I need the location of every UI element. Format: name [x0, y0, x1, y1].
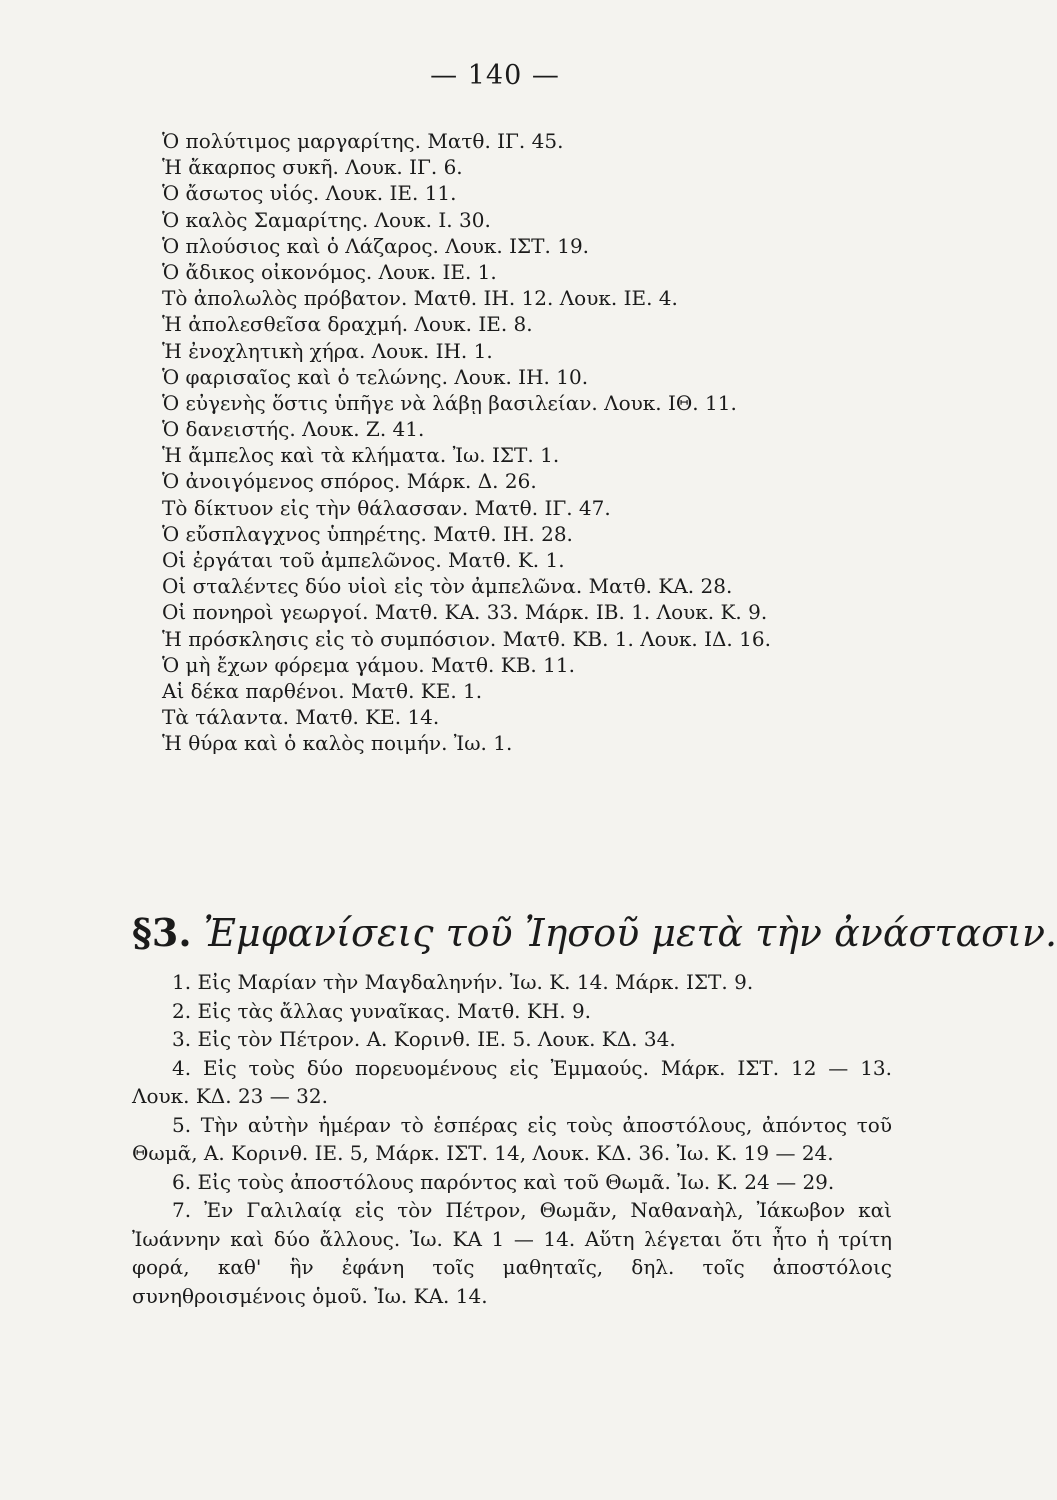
list-item: Ὁ εὐγενὴς ὅστις ὑπῆγε νὰ λάβῃ βασιλείαν. Λουκ. ΙΘ. 11.	[162, 390, 737, 415]
item-text: Εἰς τοὺς ἀποστόλους παρόντος καὶ τοῦ Θωμᾶ. Ἰω. Κ. 24 — 29.	[197, 1169, 835, 1194]
item-text: Εἰς Μαρίαν τὴν Μαγδαληνήν. Ἰω. Κ. 14. Μάρκ. ΙΣΤ. 9.	[197, 970, 754, 994]
list-item: Ἡ ἄμπελος καὶ τὰ κλήματα. Ἰω. ΙΣΤ. 1.	[162, 443, 560, 468]
list-item: Ὁ πολύτιμος μαργαρίτης. Ματθ. ΙΓ. 45.	[162, 129, 564, 153]
list-item: Ἡ θύρα καὶ ὁ καλὸς ποιμήν. Ἰω. 1.	[162, 731, 513, 756]
list-item: Ἡ πρόσκλησις εἰς τὸ συμπόσιον. Ματθ. ΚΒ. 1. Λουκ. ΙΔ. 16.	[162, 626, 771, 651]
section-title: Ἐμφανίσεις τοῦ Ἰησοῦ μετὰ τὴν ἀνάστασιν.	[203, 911, 1057, 955]
section-number: §3.	[132, 910, 192, 955]
list-item: Τὰ τάλαντα. Ματθ. ΚΕ. 14.	[162, 705, 440, 730]
list-item	[132, 997, 892, 1026]
item-text: Εἰς τὸν Πέτρον. Α. Κορινθ. ΙΕ. 5. Λουκ. ΚΔ. 34.	[197, 1027, 676, 1051]
list-item	[132, 1196, 892, 1310]
list-item: Οἱ ἐργάται τοῦ ἀμπελῶνος. Ματθ. Κ. 1.	[162, 548, 565, 572]
list-item: Αἱ δέκα παρθένοι. Ματθ. ΚΕ. 1.	[162, 678, 483, 703]
list-item: Ἡ ἀπολεσθεῖσα δραχμή. Λουκ. ΙΕ. 8.	[162, 312, 533, 337]
item-number: 4.	[172, 1055, 192, 1080]
list-item	[132, 968, 892, 997]
list-item: Ὁ φαρισαῖος καὶ ὁ τελώνης. Λουκ. ΙΗ. 10.	[162, 364, 589, 389]
section-heading	[132, 910, 1057, 955]
list-item: Τὸ δίκτυον εἰς τὴν θάλασσαν. Ματθ. ΙΓ. 47.	[162, 495, 611, 520]
item-number: 2.	[172, 998, 192, 1023]
item-text: Εἰς τὰς ἄλλας γυναῖκας. Ματθ. ΚΗ. 9.	[197, 998, 592, 1023]
list-item: Ἡ ἐνοχλητικὴ χήρα. Λουκ. ΙΗ. 1.	[162, 338, 493, 363]
list-item: Ὁ πλούσιος καὶ ὁ Λάζαρος. Λουκ. ΙΣΤ. 19.	[162, 233, 590, 258]
item-text: Ἐν Γαλιλαίᾳ εἰς τὸν Πέτρον, Θωμᾶν, Ναθαναὴλ, Ἰάκωβον καὶ Ἰωάννην καὶ δύο ἄλλους. Ἰω. ΚΑ 1 — 14. Αὕτη λέγεται ὅτι ἦτο ἡ τρίτη φορά, καθ' ἣν ἐφάνη τοῖς μαθηταῖς, δηλ. τοῖς ἀποστόλοις συνηθροισμένοις ὁμοῦ. Ἰω. ΚΑ. 14.	[132, 1198, 892, 1308]
item-number: 6.	[172, 1169, 192, 1194]
list-item	[132, 1025, 892, 1054]
item-number: 1.	[172, 970, 192, 994]
list-item: Ὁ μὴ ἔχων φόρεμα γάμου. Ματθ. ΚΒ. 11.	[162, 652, 575, 677]
list-item: Ὁ ἄσωτος υἱός. Λουκ. ΙΕ. 11.	[162, 181, 457, 206]
item-text: Εἰς τοὺς δύο πορευομένους εἰς Ἐμμαούς. Μάρκ. ΙΣΤ. 12 — 13. Λουκ. ΚΔ. 23 — 32.	[132, 1055, 893, 1108]
list-item: Οἱ πονηροὶ γεωργοί. Ματθ. ΚΑ. 33. Μάρκ. ΙΒ. 1. Λουκ. Κ. 9.	[162, 600, 768, 625]
list-item: Ὁ καλὸς Σαμαρίτης. Λουκ. Ι. 30.	[162, 207, 491, 232]
appearances-list	[132, 968, 892, 1310]
parables-list	[162, 128, 902, 757]
list-item: Οἱ σταλέντες δύο υἱοὶ εἰς τὸν ἀμπελῶνα. Ματθ. ΚΑ. 28.	[162, 574, 733, 599]
item-number: 3.	[172, 1027, 192, 1051]
list-item: Ὁ ἄδικος οἰκονόμος. Λουκ. ΙΕ. 1.	[162, 259, 497, 284]
page-number: — 140 —	[430, 60, 560, 91]
list-item: Ἡ ἄκαρπος συκῆ. Λουκ. ΙΓ. 6.	[162, 155, 463, 180]
list-item	[132, 1168, 892, 1197]
item-number: 7.	[172, 1198, 192, 1222]
list-item	[132, 1111, 892, 1168]
list-item: Ὁ εὔσπλαγχνος ὑπηρέτης. Ματθ. ΙΗ. 28.	[162, 521, 573, 546]
list-item	[132, 1054, 892, 1111]
list-item: Ὁ δανειστής. Λουκ. Ζ. 41.	[162, 417, 425, 442]
list-item: Τὸ ἀπολωλὸς πρόβατον. Ματθ. ΙΗ. 12. Λουκ. ΙΕ. 4.	[162, 286, 678, 311]
item-text: Τὴν αὐτὴν ἡμέραν τὸ ἑσπέρας εἰς τοὺς ἀποστόλους, ἀπόντος τοῦ Θωμᾶ, Α. Κορινθ. ΙΕ. 5, Μάρκ. ΙΣΤ. 14, Λουκ. ΚΔ. 36. Ἰω. Κ. 19 — 24.	[132, 1112, 893, 1165]
item-number: 5.	[172, 1112, 192, 1137]
list-item: Ὁ ἀνοιγόμενος σπόρος. Μάρκ. Δ. 26.	[162, 469, 537, 494]
